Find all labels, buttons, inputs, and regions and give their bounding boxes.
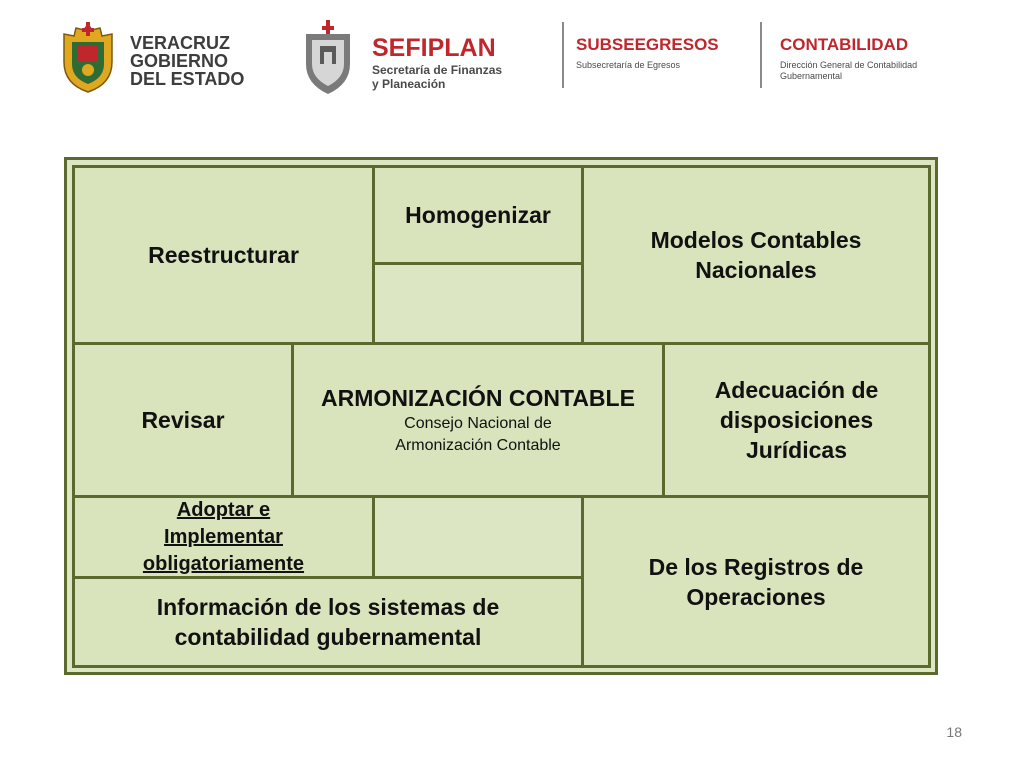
header-logos — [0, 0, 1024, 110]
modelos-line1: Modelos Contables — [650, 227, 862, 253]
cell-adecuacion-disposiciones — [662, 342, 931, 498]
modelos-line2: Nacionales — [695, 257, 817, 283]
homogenizar-text: Homogenizar — [405, 202, 551, 228]
armonizacion-diagram — [64, 157, 938, 675]
sefiplan-emblem-logo — [296, 20, 360, 96]
adoptar-line1: Adoptar e — [176, 498, 271, 521]
informacion-line1: Información de los sistemas de — [156, 594, 500, 620]
cell-revisar — [72, 342, 294, 498]
veracruz-line1: VERACRUZ — [130, 33, 231, 53]
contabilidad-wordmark — [780, 36, 917, 81]
subseegresos-subtitle: Subsecretaría de Egresos — [576, 60, 681, 70]
adecuacion-line1: Adecuación de — [714, 377, 879, 403]
adecuacion-line2: disposiciones — [719, 407, 874, 433]
cell-armonizacion-contable — [291, 342, 665, 498]
contabilidad-line2: Gubernamental — [780, 71, 843, 81]
adoptar-line2: Implementar — [164, 525, 283, 548]
cell-informacion-sistemas — [72, 576, 584, 668]
registros-line2: Operaciones — [686, 583, 826, 610]
header-divider-1 — [562, 22, 564, 88]
header-divider-2 — [760, 22, 762, 88]
subseegresos-wordmark — [576, 36, 719, 70]
cell-reestructurar — [72, 165, 375, 345]
sefiplan-name: SEFIPLAN — [372, 34, 496, 62]
veracruz-wordmark — [130, 34, 244, 88]
subseegresos-name: SUBSEEGRESOS — [576, 35, 719, 54]
registros-line1: De los Registros de — [648, 553, 864, 580]
cell-homogenizar — [372, 165, 584, 265]
veracruz-shield-logo — [56, 22, 120, 94]
cell-adoptar-implementar — [72, 495, 375, 579]
armonizacion-title: ARMONIZACIÓN CONTABLE — [321, 385, 635, 411]
contabilidad-line1: Dirección General de Contabilidad — [780, 60, 918, 70]
contabilidad-name: CONTABILIDAD — [780, 35, 909, 54]
cell-modelos-contables — [581, 165, 931, 345]
informacion-line2: contabilidad gubernamental — [174, 624, 482, 650]
consejo-line2: Armonización Contable — [395, 437, 561, 454]
adecuacion-line3: Jurídicas — [746, 437, 847, 463]
page-number: 18 — [946, 724, 962, 740]
consejo-line1: Consejo Nacional de — [404, 415, 552, 432]
sefiplan-line2: y Planeación — [372, 77, 446, 91]
sefiplan-line1: Secretaría de Finanzas — [372, 63, 503, 77]
veracruz-line2: GOBIERNO — [130, 51, 229, 71]
reestructurar-text: Reestructurar — [148, 242, 299, 268]
veracruz-line3: DEL ESTADO — [130, 69, 245, 89]
revisar-text: Revisar — [141, 407, 225, 433]
adoptar-line3: obligatoriamente — [142, 552, 305, 575]
cell-registros-operaciones — [581, 495, 931, 668]
sefiplan-wordmark — [372, 36, 502, 90]
